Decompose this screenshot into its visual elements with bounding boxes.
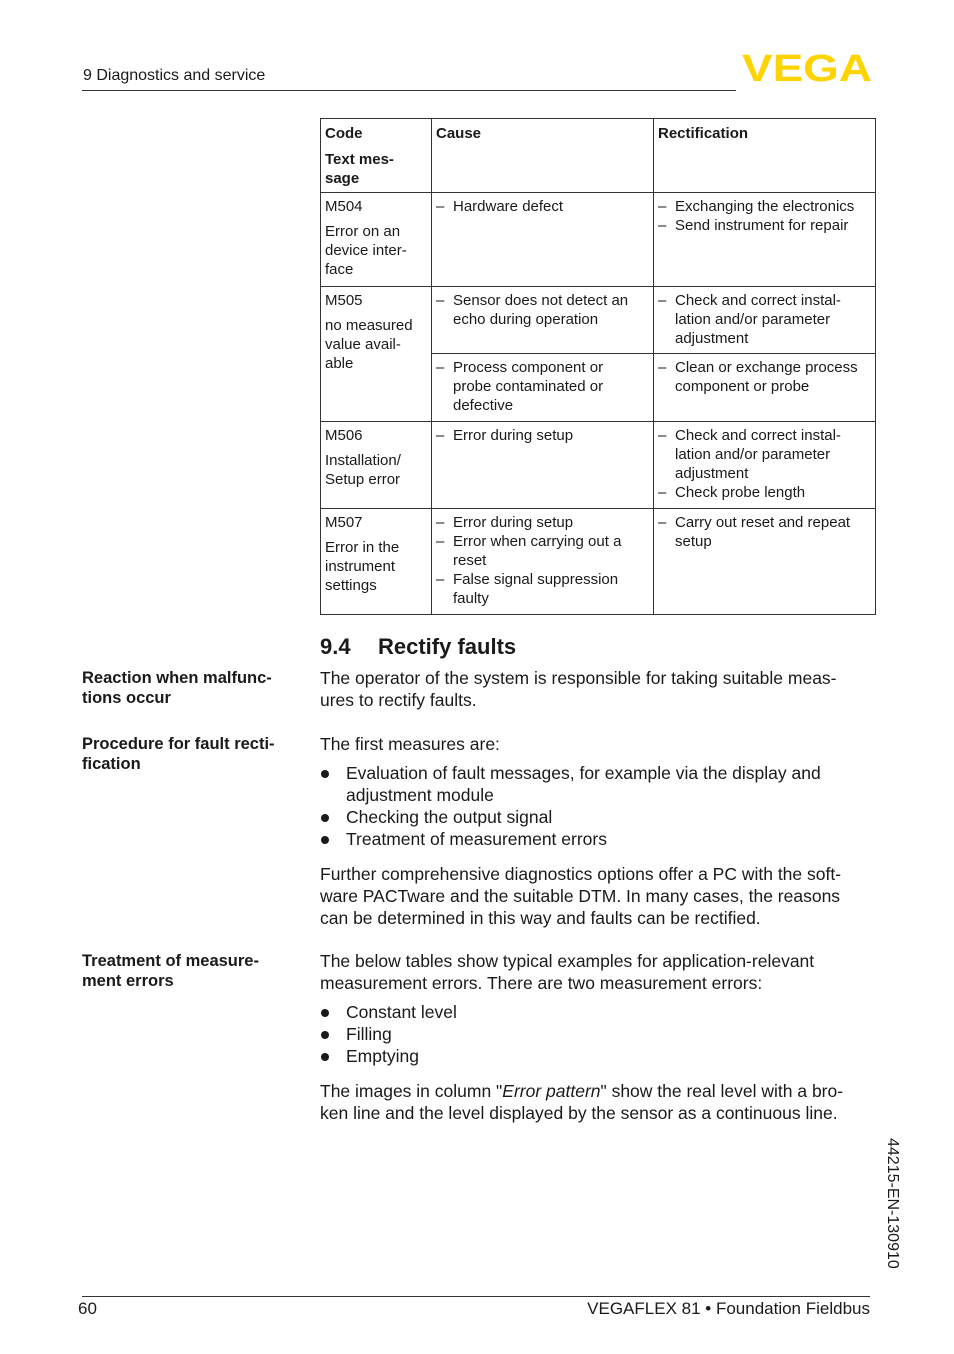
header-cause: Cause <box>432 119 654 193</box>
header-code: Code <box>325 125 363 142</box>
cause-item: – Error during setup <box>436 426 649 445</box>
rectification-item: – Clean or exchange process component or probe <box>658 358 871 396</box>
header-code-cell <box>321 119 432 193</box>
table-row <box>321 422 876 509</box>
fault-messages-table <box>320 118 876 615</box>
bullet-item: Constant level <box>320 1001 870 1023</box>
code-cell <box>321 193 432 287</box>
cause-item: – Error during setup <box>436 513 649 532</box>
cause-cell <box>432 422 654 509</box>
error-message: Error in the instrument settings <box>325 539 400 594</box>
rectification-cell <box>654 354 876 422</box>
error-code: M504 <box>325 198 363 215</box>
section-heading <box>320 634 516 660</box>
document-code <box>878 1138 904 1288</box>
code-cell <box>321 422 432 509</box>
images-note-pre: The images in column " <box>320 1081 503 1101</box>
rectification-item: – Check probe length <box>658 483 871 502</box>
error-message: Installation/ Setup error <box>325 452 401 488</box>
cause-item: – Sensor does not detect an echo during operation <box>436 291 649 329</box>
code-cell <box>321 509 432 615</box>
cause-cell <box>432 354 654 422</box>
code-cell <box>321 287 432 422</box>
rectification-cell <box>654 509 876 615</box>
procedure-body <box>320 733 870 929</box>
reaction-text: The operator of the system is responsible for taking suitable meas- ures to rectify faults. <box>320 668 837 710</box>
rectification-cell <box>654 422 876 509</box>
rectification-item: – Exchanging the electronics <box>658 197 871 216</box>
cause-item: – Hardware defect <box>436 197 649 216</box>
rectification-item: – Check and correct instal- lation and/or parameter adjustment <box>658 426 871 483</box>
error-message: no measured value avail- able <box>325 317 413 372</box>
bullet-item: Evaluation of fault messages, for example via the display and adjustment module <box>320 762 870 806</box>
svg-text:VEGA: VEGA <box>742 51 872 83</box>
section-number: 9.4 <box>320 634 351 659</box>
footer-product: VEGAFLEX 81 • Foundation Fieldbus <box>587 1299 870 1318</box>
bullet-item: Checking the output signal <box>320 806 870 828</box>
section-title: Rectify faults <box>378 634 517 659</box>
error-message: Error on an device inter- face <box>325 223 407 278</box>
procedure-label: Procedure for fault recti- fication <box>82 735 275 773</box>
header-text-message <box>325 150 427 188</box>
bullet-item: Emptying <box>320 1045 870 1067</box>
procedure-bullet-list <box>320 762 870 850</box>
table-header-row <box>321 119 876 193</box>
treatment-bullet-list <box>320 1001 870 1067</box>
rectification-item: – Check and correct instal- lation and/or parameter adjustment <box>658 291 871 348</box>
cause-item: – False signal suppression faulty <box>436 570 649 608</box>
vega-logo <box>742 51 872 83</box>
header-rectification: Rectification <box>654 119 876 193</box>
bullet-item: Filling <box>320 1023 870 1045</box>
cause-item: – Process component or probe contaminated or defective <box>436 358 649 415</box>
treatment-intro: The below tables show typical examples for application-relevant measurement errors. There are two measurement errors: <box>320 951 815 993</box>
table-row <box>321 193 876 287</box>
error-code: M507 <box>325 514 363 531</box>
header-rule <box>82 90 736 91</box>
footer-rule <box>82 1296 870 1297</box>
error-code: M506 <box>325 427 363 444</box>
rectification-cell <box>654 193 876 287</box>
reaction-label: Reaction when malfunc- tions occur <box>82 669 272 707</box>
table-row <box>321 287 876 354</box>
bullet-item: Treatment of measurement errors <box>320 828 870 850</box>
rectification-item: – Carry out reset and repeat setup <box>658 513 871 551</box>
cause-cell <box>432 287 654 354</box>
rectification-cell <box>654 287 876 354</box>
page-number: 60 <box>78 1299 97 1318</box>
treatment-images-note <box>320 1080 870 1124</box>
procedure-intro: The first measures are: <box>320 734 500 754</box>
running-header: 9 Diagnostics and service <box>83 67 266 84</box>
cause-cell <box>432 509 654 615</box>
treatment-label: Treatment of measure- ment errors <box>82 952 259 990</box>
rectification-item: – Send instrument for repair <box>658 216 871 235</box>
cause-cell <box>432 193 654 287</box>
treatment-body <box>320 950 870 1124</box>
procedure-further: Further comprehensive diagnostics options offer a PC with the soft- ware PACTware and the suitable DTM. In many cases, the reasons can be determined in this way and faults can be rectified. <box>320 864 842 928</box>
images-note-emphasis: Error pattern <box>502 1081 601 1101</box>
error-code: M505 <box>325 292 363 309</box>
header-text-message-text: Text mes- sage <box>325 151 394 187</box>
images-note-post: " show the real level with a bro- ken line and the level displayed by the sensor as a continuous line. <box>320 1081 844 1123</box>
document-code-text: 44215-EN-130910 <box>884 1138 901 1269</box>
cause-item: – Error when carrying out a reset <box>436 532 649 570</box>
table-row <box>321 509 876 615</box>
